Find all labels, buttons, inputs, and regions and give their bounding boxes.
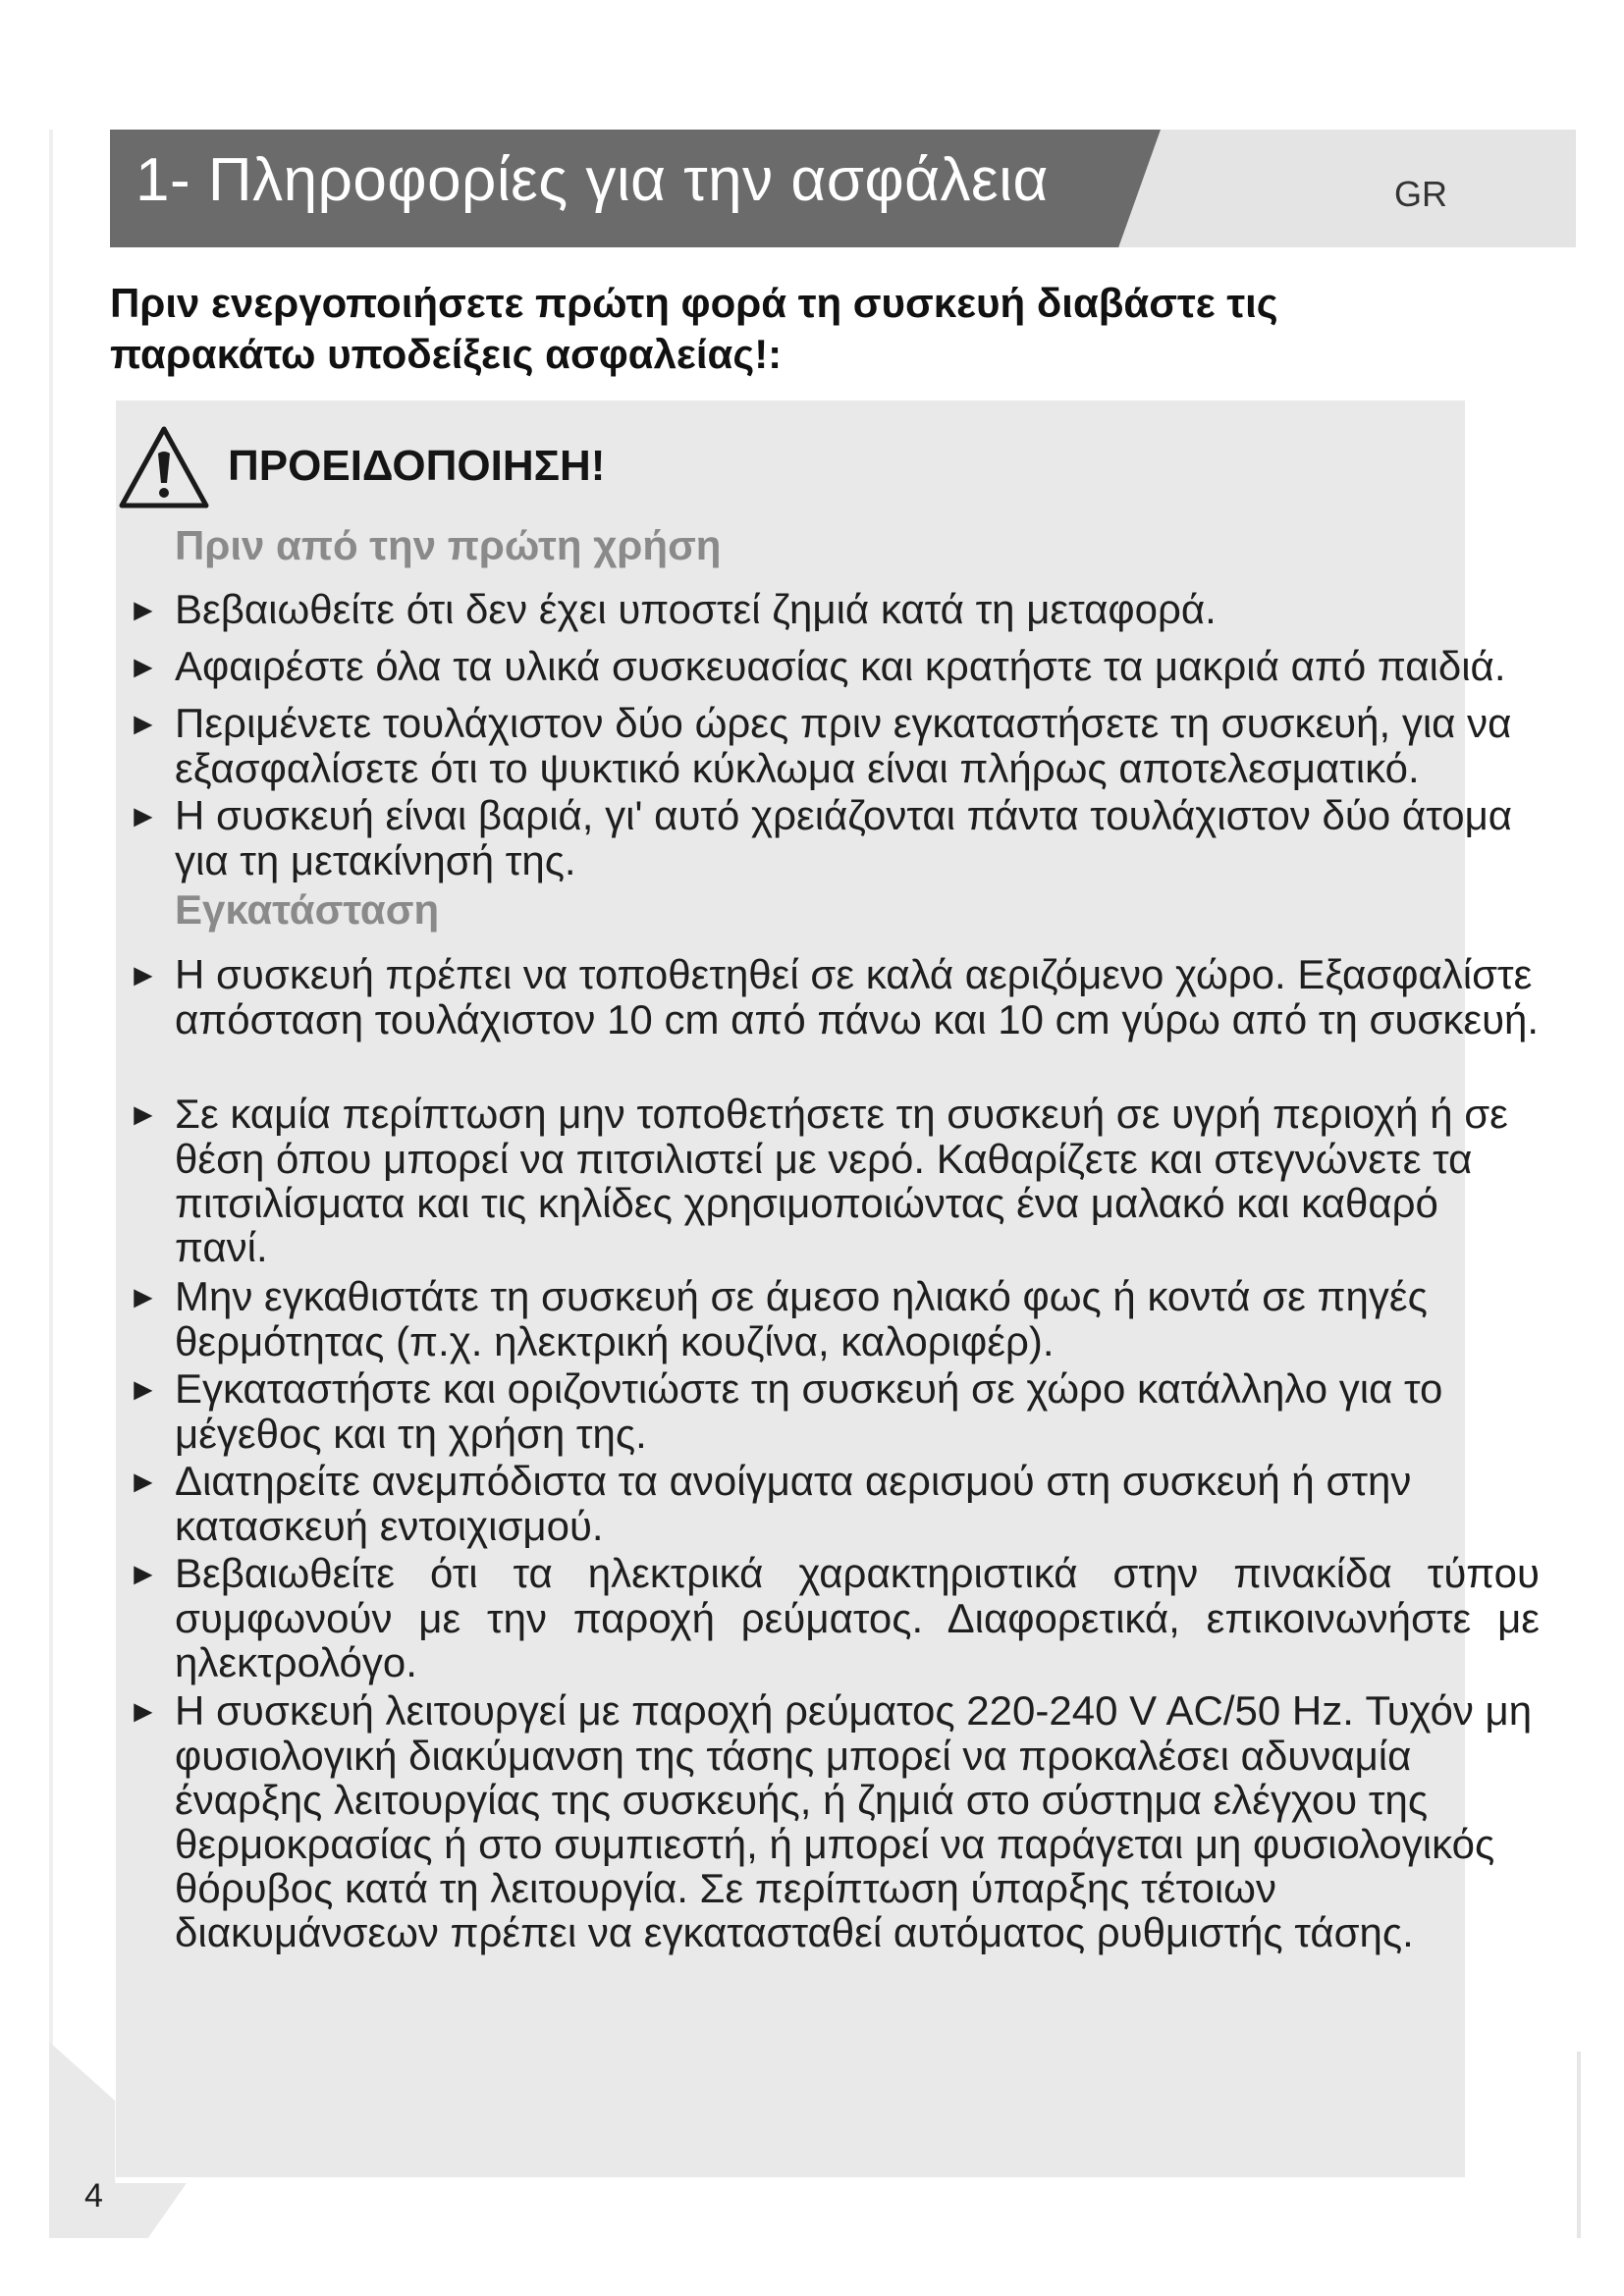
bullet-arrow-icon: ►	[128, 1693, 159, 1729]
list-item: ► Βεβαιωθείτε ότι δεν έχει υποστεί ζημιά κατά τη μεταφορά.	[128, 586, 1217, 632]
bullet-arrow-icon: ►	[128, 706, 159, 741]
list-item: ► Βεβαιωθείτε ότι τα ηλεκτρικά χαρακτηριστικά στην πινακίδα τύπου συμφωνούν με την παροχή ρεύματος. Διαφορετικά, επικοινωνήστε με ηλεκτρολόγο.	[128, 1550, 1540, 1685]
subheading-installation: Εγκατάσταση	[175, 886, 440, 933]
bullet-arrow-icon: ►	[128, 1279, 159, 1314]
warning-heading: ΠΡΟΕΙΔΟΠΟΙΗΣΗ!	[228, 442, 606, 490]
list-item: ► Η συσκευή πρέπει να τοποθετηθεί σε καλά αεριζόμενο χώρο. Εξασφαλίστε απόσταση τουλάχιστον 10 cm από πάνω και 10 cm γύρω από τη συσκευή.	[128, 951, 1540, 1042]
page-edge-right	[1577, 2052, 1581, 2238]
list-item: ► Σε καμία περίπτωση μην τοποθετήσετε τη συσκευή σε υγρή περιοχή ή σε θέση όπου μπορεί να πιτσιλιστεί με νερό. Καθαρίζετε και στεγνώνετε τα πιτσιλίσματα και τις κηλίδες χρησιμοποιώντας ένα μαλακό και καθαρό πανί.	[128, 1091, 1508, 1270]
bullet-arrow-icon: ►	[128, 1464, 159, 1499]
list-item: ► Μην εγκαθιστάτε τη συσκευή σε άμεσο ηλιακό φως ή κοντά σε πηγές θερμότητας (π.χ. ηλεκτρική κουζίνα, καλοριφέρ).	[128, 1273, 1428, 1364]
bullet-arrow-icon: ►	[128, 957, 159, 992]
bullet-arrow-icon: ►	[128, 798, 159, 833]
list-item: ► Η συσκευή είναι βαριά, γι' αυτό χρειάζονται πάντα τουλάχιστον δύο άτομα για τη μετακίνησή της.	[128, 792, 1513, 883]
language-code: GR	[1394, 174, 1447, 214]
list-item: ► Αφαιρέστε όλα τα υλικά συσκευασίας και κρατήστε τα μακριά από παιδιά.	[128, 643, 1506, 689]
bullet-arrow-icon: ►	[128, 1096, 159, 1132]
bullet-arrow-icon: ►	[128, 1556, 159, 1591]
bullet-arrow-icon: ►	[128, 1371, 159, 1407]
list-item: ► Εγκαταστήστε και οριζοντιώστε τη συσκευή σε χώρο κατάλληλο για το μέγεθος και τη χρήση της.	[128, 1365, 1443, 1457]
intro-text: Πριν ενεργοποιήσετε πρώτη φορά τη συσκευή διαβάστε τις παρακάτω υποδείξεις ασφαλείας!:	[110, 280, 1278, 377]
bullet-arrow-icon: ►	[128, 592, 159, 627]
warning-triangle-icon	[118, 424, 210, 510]
list-item: ► Η συσκευή λειτουργεί με παροχή ρεύματος 220-240 V AC/50 Hz. Τυχόν μη φυσιολογική διακύμανση της τάσης μπορεί να προκαλέσει αδυναμία έναρξης λειτουργίας της συσκευής, ή ζημιά στο σύστημα ελέγχου της θερμοκρασίας ή στο συμπιεστή, ή μπορεί να παράγεται μη φυσιολογικός θόρυβος κατά τη λειτουργία. Σε περίπτωση ύπαρξης τέτοιων διακυμάνσεων πρέπει να εγκατασταθεί αυτόματος ρυθμιστής τάσης.	[128, 1687, 1533, 1955]
section-title: 1- Πληροφορίες για την ασφάλεια	[135, 146, 1049, 214]
list-item: ► Διατηρείτε ανεμπόδιστα τα ανοίγματα αερισμού στη συσκευή ή στην κατασκευή εντοιχισμού.	[128, 1458, 1412, 1549]
page-number: 4	[84, 2177, 103, 2215]
page-edge-left	[49, 130, 53, 2230]
list-item: ► Περιμένετε τουλάχιστον δύο ώρες πριν εγκαταστήσετε τη συσκευή, για να εξασφαλίσετε ότι το ψυκτικό κύκλωμα είναι πλήρως αποτελεσματικό.	[128, 700, 1512, 791]
bullet-arrow-icon: ►	[128, 649, 159, 684]
subheading-first-use: Πριν από την πρώτη χρήση	[175, 522, 722, 568]
